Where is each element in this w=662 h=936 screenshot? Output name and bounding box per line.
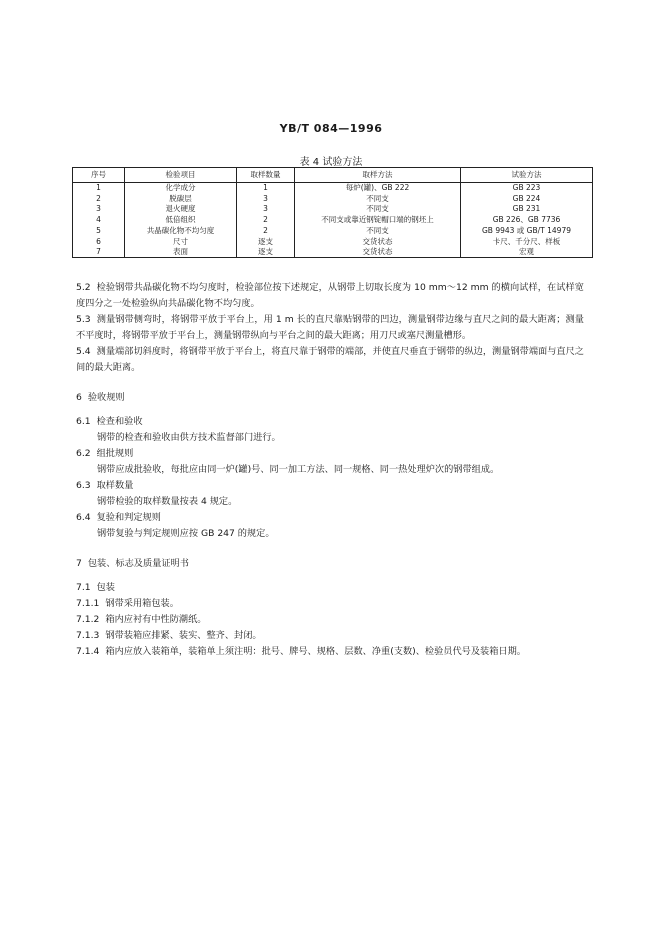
column-header: 取样方法: [295, 168, 461, 183]
clause-5-4: [76, 344, 584, 376]
table-cell: 退火硬度: [125, 204, 237, 215]
table-cell: 不同支: [295, 193, 461, 204]
clause-number: 5.3: [76, 314, 91, 325]
table-cell: 化学成分: [125, 182, 237, 193]
document-header: YB/T 084—1996: [279, 122, 383, 135]
clause-number: 7.1.2: [76, 614, 100, 625]
clause-6-1-heading: [76, 414, 584, 430]
table-cell: 逐支: [237, 247, 295, 258]
column-header: 序号: [73, 168, 125, 183]
table-cell: 尺寸: [125, 236, 237, 247]
table-cell: 表面: [125, 247, 237, 258]
table-cell: 2: [237, 215, 295, 226]
table-caption: 表 4 试验方法: [299, 157, 363, 168]
table-cell: 每炉(罐)、GB 222: [295, 182, 461, 193]
table-cell: GB 226、GB 7736: [461, 215, 593, 226]
table-cell: 3: [237, 204, 295, 215]
table-row: [73, 193, 593, 204]
table-cell: 不同支: [295, 225, 461, 236]
clause-text: 检验钢带共晶碳化物不均匀度时，检验部位按下述规定，从钢带上切取长度为 10 mm～12 mm 的横向试样，在试样宽度四分之一处检验纵向共晶碳化物不均匀度。: [76, 282, 584, 309]
clause-text: 钢带采用箱包装。: [105, 598, 179, 609]
clause-6-3-heading: [76, 478, 584, 494]
table-cell: 交货状态: [295, 247, 461, 258]
body-content: [76, 280, 584, 660]
clause-5-3: [76, 312, 584, 344]
table-header-row: [73, 168, 593, 183]
clause-number: 7.1.3: [76, 630, 100, 641]
table-cell: 交货状态: [295, 236, 461, 247]
table-cell: 脱碳层: [125, 193, 237, 204]
table-cell: GB 223: [461, 182, 593, 193]
table-cell: 5: [73, 225, 125, 236]
table-cell: GB 224: [461, 193, 593, 204]
clause-number: 6.4: [76, 512, 91, 523]
table-row: [73, 236, 593, 247]
clause-number: 6.3: [76, 480, 91, 491]
clause-7-1-4: [76, 644, 584, 660]
clause-text: 测量端部切斜度时，将钢带平放于平台上，将直尺靠于钢带的端部，并使直尺垂直于钢带的纵边，测量钢带端面与直尺之间的最大距离。: [76, 346, 584, 373]
column-header: 检验项目: [125, 168, 237, 183]
clause-7-1-1: [76, 596, 584, 612]
clause-text: 测量钢带侧弯时，将钢带平放于平台上，用 1 m 长的直尺靠贴钢带的凹边，测量钢带边缘与直尺之间的最大距离；测量不平度时，将钢带平放于平台上，测量钢带纵向与平台之间的最大距离；用刀尺或塞尺测量槽形。: [76, 314, 584, 341]
clause-text: 箱内应放入装箱单，装箱单上须注明：批号、牌号、规格、层数、净重(支数)、检验员代号及装箱日期。: [105, 646, 526, 657]
table-cell: 2: [73, 193, 125, 204]
clause-6-4-text: 钢带复验与判定规则应按 GB 247 的规定。: [97, 528, 275, 539]
section-title: 包装、标志及质量证明书: [87, 558, 189, 569]
table-cell: 7: [73, 247, 125, 258]
table-cell: 不同支: [295, 204, 461, 215]
table-cell: 共晶碳化物不均匀度: [125, 225, 237, 236]
table-row: [73, 215, 593, 226]
column-header: 试验方法: [461, 168, 593, 183]
clause-5-2: [76, 280, 584, 312]
clause-6-2-text: 钢带应成批验收，每批应由同一炉(罐)号、同一加工方法、同一规格、同一热处理炉次的钢带组成。: [97, 464, 500, 475]
table-cell: 6: [73, 236, 125, 247]
clause-7-1-heading: [76, 580, 584, 596]
section-number: 6: [76, 392, 82, 403]
table-row: [73, 247, 593, 258]
table-row: [73, 182, 593, 193]
clause-6-1-text: 钢带的检查和验收由供方技术监督部门进行。: [97, 432, 281, 443]
table-cell: 1: [73, 182, 125, 193]
clause-number: 6.2: [76, 448, 91, 459]
clause-number: 7.1.1: [76, 598, 100, 609]
clause-6-3-text: 钢带检验的取样数量按表 4 规定。: [97, 496, 238, 507]
section-6-heading: [76, 390, 584, 406]
clause-number: 5.2: [76, 282, 91, 293]
clause-title: 检查和验收: [96, 416, 143, 427]
table-cell: 1: [237, 182, 295, 193]
section-7-heading: [76, 556, 584, 572]
clause-number: 6.1: [76, 416, 91, 427]
table-cell: 卡尺、千分尺、样板: [461, 236, 593, 247]
clause-7-1-3: [76, 628, 584, 644]
clause-7-1-2: [76, 612, 584, 628]
clause-text: 箱内应衬有中性防潮纸。: [105, 614, 207, 625]
clause-6-4-heading: [76, 510, 584, 526]
column-header: 取样数量: [237, 168, 295, 183]
table-cell: 低倍组织: [125, 215, 237, 226]
clause-number: 7.1: [76, 582, 91, 593]
table-row: [73, 225, 593, 236]
clause-title: 复验和判定规则: [96, 512, 161, 523]
table-cell: 3: [73, 204, 125, 215]
test-methods-table: [72, 167, 593, 258]
table-cell: GB 231: [461, 204, 593, 215]
table-row: [73, 204, 593, 215]
clause-number: 5.4: [76, 346, 91, 357]
table-cell: 宏观: [461, 247, 593, 258]
table-cell: 逐支: [237, 236, 295, 247]
table-cell: 2: [237, 225, 295, 236]
clause-title: 组批规则: [96, 448, 134, 459]
section-number: 7: [76, 558, 82, 569]
section-title: 验收规则: [87, 392, 125, 403]
clause-title: 取样数量: [96, 480, 134, 491]
table-cell: GB 9943 或 GB/T 14979: [461, 225, 593, 236]
table-cell: 不同支或靠近钢锭帽口端的钢坯上: [295, 215, 461, 226]
table-cell: 4: [73, 215, 125, 226]
table-cell: 3: [237, 193, 295, 204]
clause-text: 钢带装箱应排紧、装实、整齐、封闭。: [105, 630, 262, 641]
clause-6-2-heading: [76, 446, 584, 462]
clause-number: 7.1.4: [76, 646, 100, 657]
clause-title: 包装: [96, 582, 115, 593]
